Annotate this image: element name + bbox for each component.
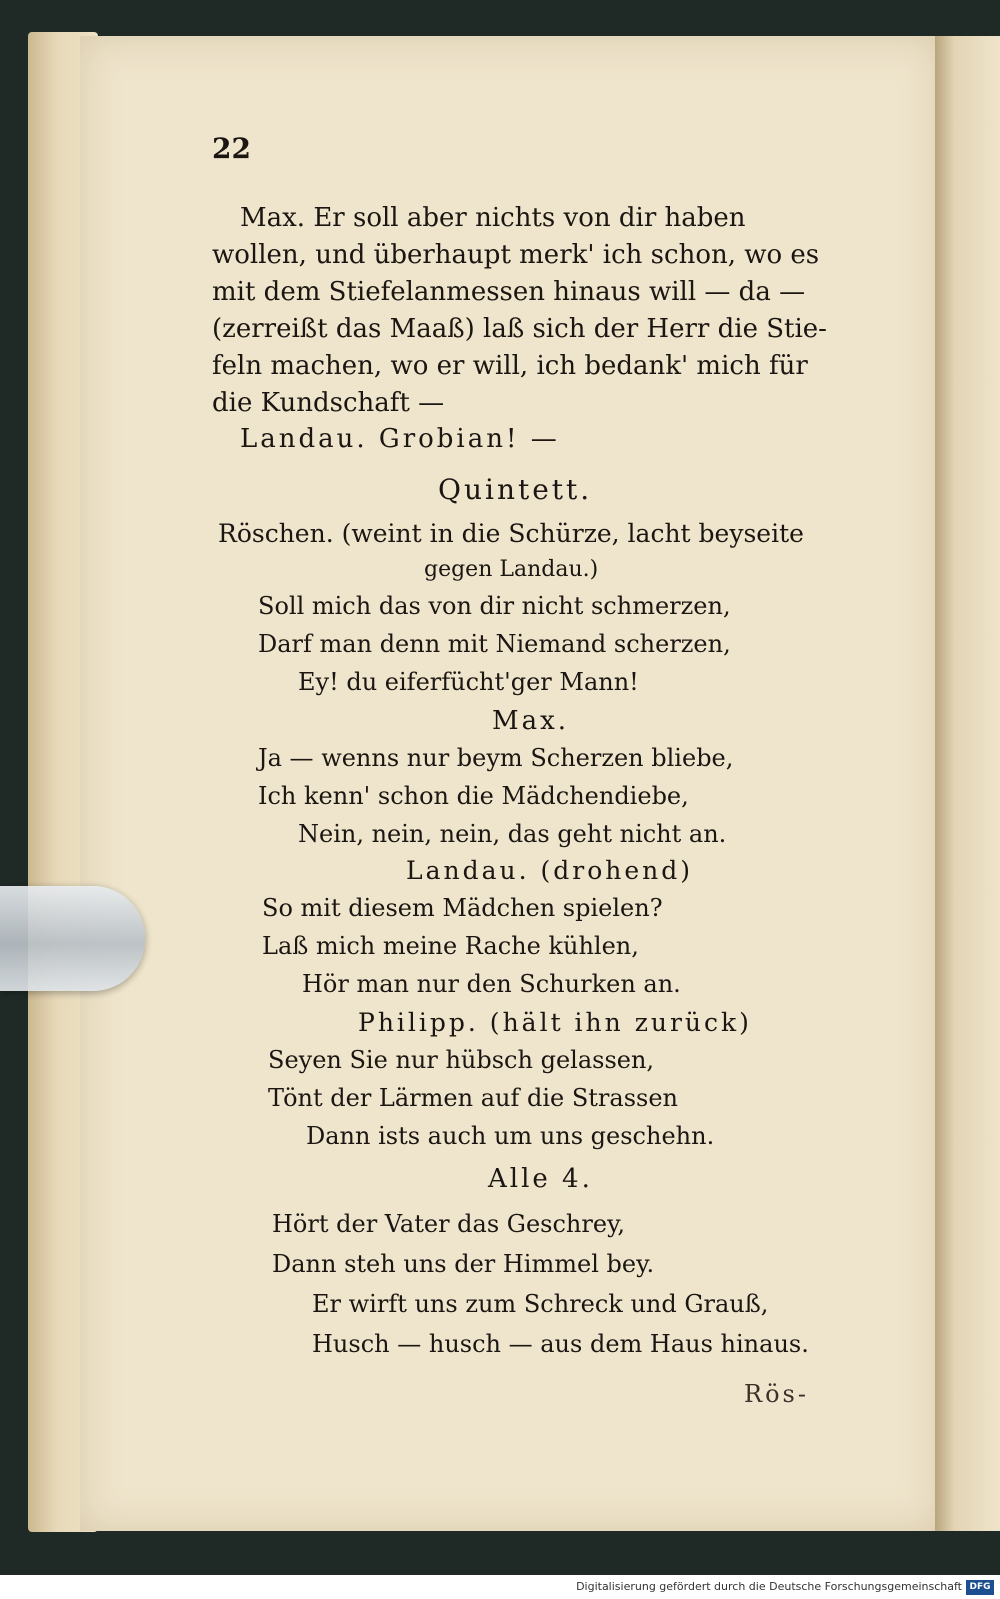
speaker-line: Philipp. (hält ihn zurück) [358, 1008, 752, 1037]
speaker-line: Landau. (drohend) [406, 856, 694, 885]
verse-line: Dann steh uns der Himmel bey. [272, 1250, 655, 1278]
verse-line: Dann ists auch um uns geschehn. [306, 1122, 715, 1150]
text-line: wollen, und überhaupt merk' ich schon, wo es [212, 240, 820, 270]
verse-line: Er wirft uns zum Schreck und Grauß, [312, 1290, 769, 1318]
verse-line: Hör man nur den Schurken an. [302, 970, 681, 998]
catchword: Rös- [744, 1380, 809, 1408]
verse-line: Husch — husch — aus dem Haus hinaus. [312, 1330, 809, 1358]
speaker-line: Röschen. (weint in die Schürze, lacht beyseite [218, 519, 804, 548]
text-line: die Kundschaft — [212, 388, 445, 418]
verse-line: Nein, nein, nein, das geht nicht an. [298, 820, 727, 848]
verse-line: Darf man denn mit Niemand scherzen, [258, 630, 731, 658]
verse-line: Hört der Vater das Geschrey, [272, 1210, 626, 1238]
text-line: feln machen, wo er will, ich bedank' mich für [212, 351, 808, 381]
dfg-logo: DFG [966, 1580, 994, 1595]
text-line: (zerreißt das Maaß) laß sich der Herr die Stie- [212, 314, 827, 344]
speaker-name: Max. [492, 706, 570, 736]
speaker-line: Landau. Grobian! — [240, 424, 560, 454]
facing-page-edge [935, 36, 1000, 1531]
verse-line: Soll mich das von dir nicht schmerzen, [258, 592, 731, 620]
text-line: Max. Er soll aber nichts von dir haben [240, 203, 746, 233]
speaker-name: Alle 4. [488, 1164, 593, 1194]
verse-line: So mit diesem Mädchen spielen? [262, 894, 663, 922]
verse-line: Ja — wenns nur beym Scherzen bliebe, [258, 744, 734, 772]
verse-line: Ey! du eiferfücht'ger Mann! [298, 668, 639, 696]
page-number: 22 [212, 132, 251, 165]
stage-direction: gegen Landau.) [424, 557, 599, 582]
section-heading: Quintett. [438, 473, 593, 506]
verse-line: Ich kenn' schon die Mädchendiebe, [258, 782, 689, 810]
text-line: mit dem Stiefelanmessen hinaus will — da — [212, 277, 806, 307]
page-marker-tab [0, 886, 145, 991]
footer-credit: Digitalisierung gefördert durch die Deutsche Forschungsgemeinschaft [0, 1575, 1000, 1599]
verse-line: Seyen Sie nur hübsch gelassen, [268, 1046, 655, 1074]
verse-line: Laß mich meine Rache kühlen, [262, 932, 639, 960]
verse-line: Tönt der Lärmen auf die Strassen [268, 1084, 679, 1112]
